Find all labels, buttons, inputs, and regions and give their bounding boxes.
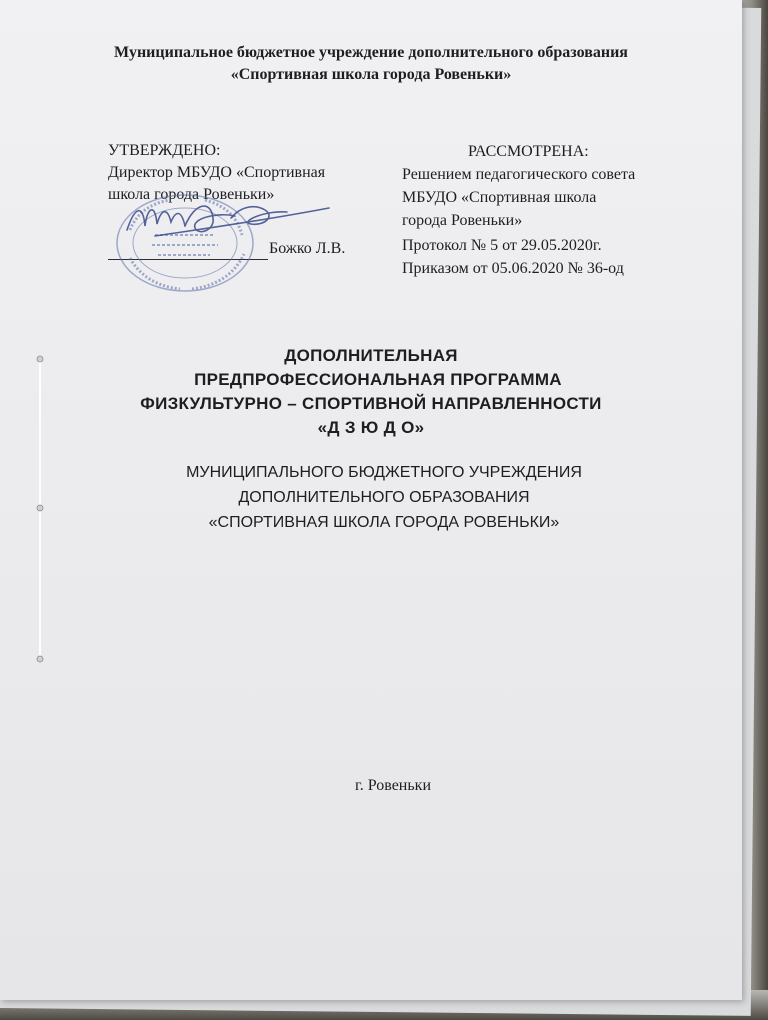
program-title-line-1: ДОПОЛНИТЕЛЬНАЯ	[284, 346, 458, 365]
institution-line-1: МУНИЦИПАЛЬНОГО БЮДЖЕТНОГО УЧРЕЖДЕНИЯ	[186, 464, 582, 481]
order-line: Приказом от 05.06.2020 № 36-од	[402, 260, 624, 277]
approval-line-2: школа города Ровеньки»	[108, 186, 275, 203]
document-header	[0, 42, 742, 86]
program-title-line-4: «Д З Ю Д О»	[317, 418, 425, 437]
handwritten-signature	[115, 196, 335, 246]
institution-line-3: «СПОРТИВНАЯ ШКОЛА ГОРОДА РОВЕНЬКИ»	[208, 514, 560, 531]
approval-line-1: Директор МБУДО «Спортивная	[108, 164, 326, 181]
consideration-block	[402, 140, 635, 278]
consideration-line-3: города Ровеньки»	[402, 212, 523, 229]
consideration-line-1: Решением педагогического совета	[402, 166, 636, 183]
binding-thread	[34, 355, 48, 665]
header-line-2: «Спортивная школа города Ровеньки»	[230, 66, 512, 83]
consideration-heading: РАССМОТРЕНА:	[468, 143, 589, 160]
consideration-line-2: МБУДО «Спортивная школа	[402, 189, 597, 206]
program-title-line-3: ФИЗКУЛЬТУРНО – СПОРТИВНОЙ НАПРАВЛЕННОСТИ	[140, 394, 602, 413]
institution-name	[0, 460, 742, 535]
city-name: г. Ровеньки	[354, 777, 431, 794]
signer-name: Божко Л.В.	[269, 240, 346, 257]
header-line-1: Муниципальное бюджетное учреждение дополнительного образования	[114, 44, 628, 61]
institution-line-2: ДОПОЛНИТЕЛЬНОГО ОБРАЗОВАНИЯ	[238, 489, 530, 506]
program-title	[0, 344, 742, 440]
approval-heading: УТВЕРЖДЕНО:	[108, 142, 221, 159]
program-title-line-2: ПРЕДПРОФЕССИОНАЛЬНАЯ ПРОГРАММА	[194, 370, 562, 389]
protocol-line: Протокол № 5 от 29.05.2020г.	[402, 237, 602, 254]
